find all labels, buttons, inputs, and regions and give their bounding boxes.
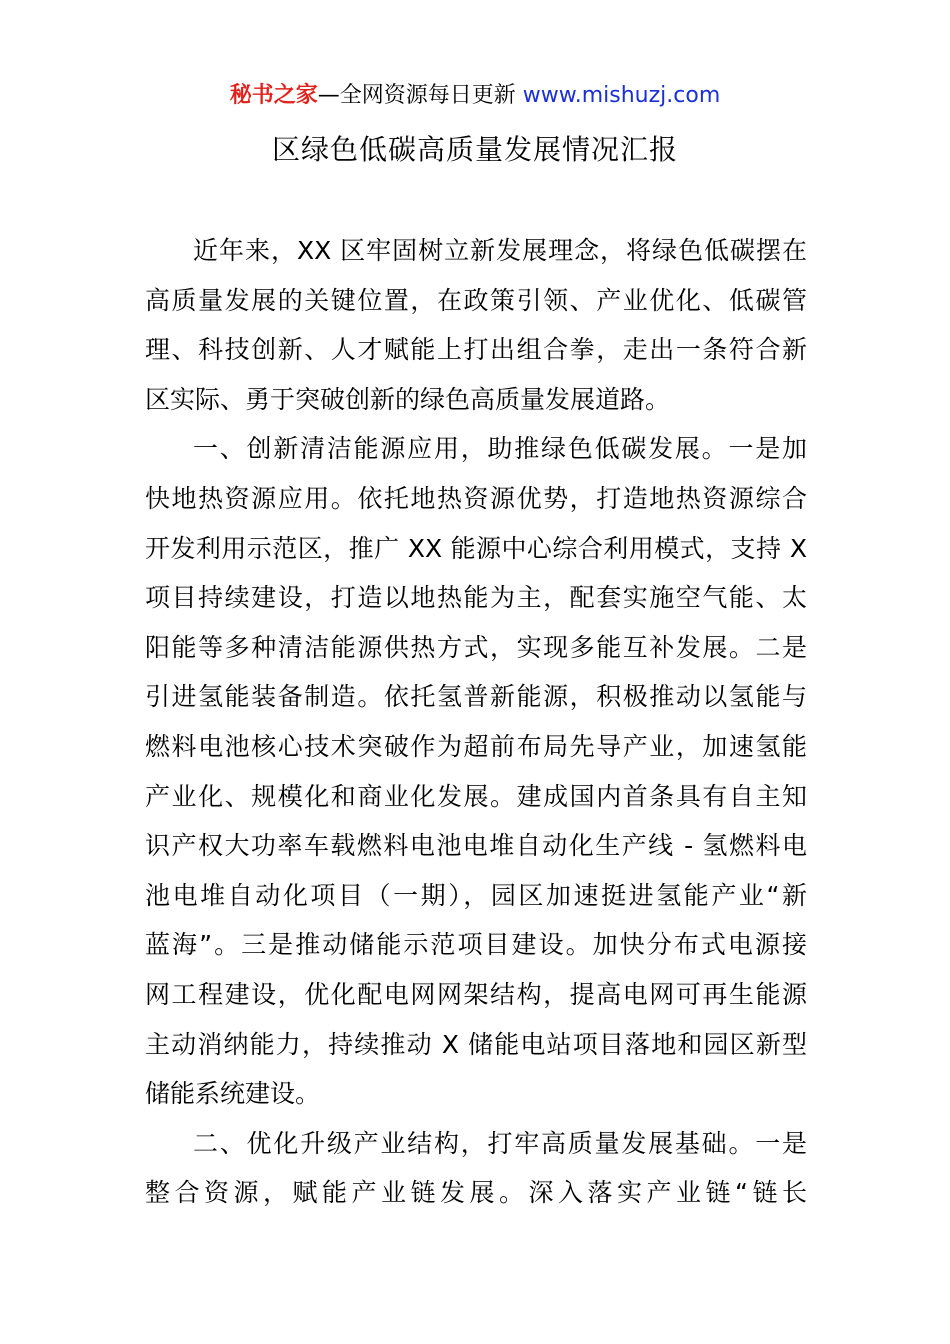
text-line: 快地热资源应用。依托地热资源优势，打造地热资源综合: [145, 483, 807, 513]
text-line: 高质量发展的关键位置，在政策引领、产业优化、低碳管: [145, 285, 807, 315]
text-line: 一、创新清洁能源应用，助推绿色低碳发展。一是加: [193, 434, 807, 464]
text-line: 储能系统建设。: [145, 1079, 321, 1109]
text-line: 二、优化升级产业结构，打牢高质量发展基础。一是: [193, 1128, 807, 1158]
site-url-link[interactable]: www.mishuzj.com: [522, 83, 721, 108]
text-line: 整合资源，赋能产业链发展。深入落实产业链“链长: [145, 1178, 807, 1208]
text-line: 池电堆自动化项目（一期），园区加速挺进氢能产业“新: [145, 880, 807, 910]
text-line: 蓝海”。三是推动储能示范项目建设。加快分布式电源接: [145, 930, 807, 960]
document-body: [145, 226, 807, 1218]
text-line: 开发利用示范区，推广 XX 能源中心综合利用模式，支持 X: [145, 533, 807, 563]
text-line: 引进氢能装备制造。依托氢普新能源，积极推动以氢能与: [145, 682, 807, 712]
document-title: 区绿色低碳高质量发展情况汇报: [271, 133, 678, 166]
site-header: [0, 80, 950, 112]
brand-name: 秘书之家: [229, 83, 318, 108]
text-line: 燃料电池核心技术突破作为超前布局先导产业，加速氢能: [145, 731, 807, 761]
text-line: 产业化、规模化和商业化发展。建成国内首条具有自主知: [145, 781, 807, 811]
text-line: 识产权大功率车载燃料电池电堆自动化生产线 - 氢燃料电: [145, 831, 807, 861]
text-line: 理、科技创新、人才赋能上打出组合拳，走出一条符合新: [145, 335, 807, 365]
text-line: 近年来，XX 区牢固树立新发展理念，将绿色低碳摆在: [193, 236, 807, 265]
text-line: 网工程建设，优化配电网网架结构，提高电网可再生能源: [145, 979, 807, 1009]
text-line: 区实际、勇于突破创新的绿色高质量发展道路。: [145, 384, 671, 414]
header-tagline: —全网资源每日更新: [317, 83, 516, 108]
text-line: 主动消纳能力，持续推动 X 储能电站项目落地和园区新型: [145, 1029, 807, 1059]
text-line: 阳能等多种清洁能源供热方式，实现多能互补发展。二是: [145, 632, 807, 662]
text-line: 项目持续建设，打造以地热能为主，配套实施空气能、太: [145, 583, 807, 613]
